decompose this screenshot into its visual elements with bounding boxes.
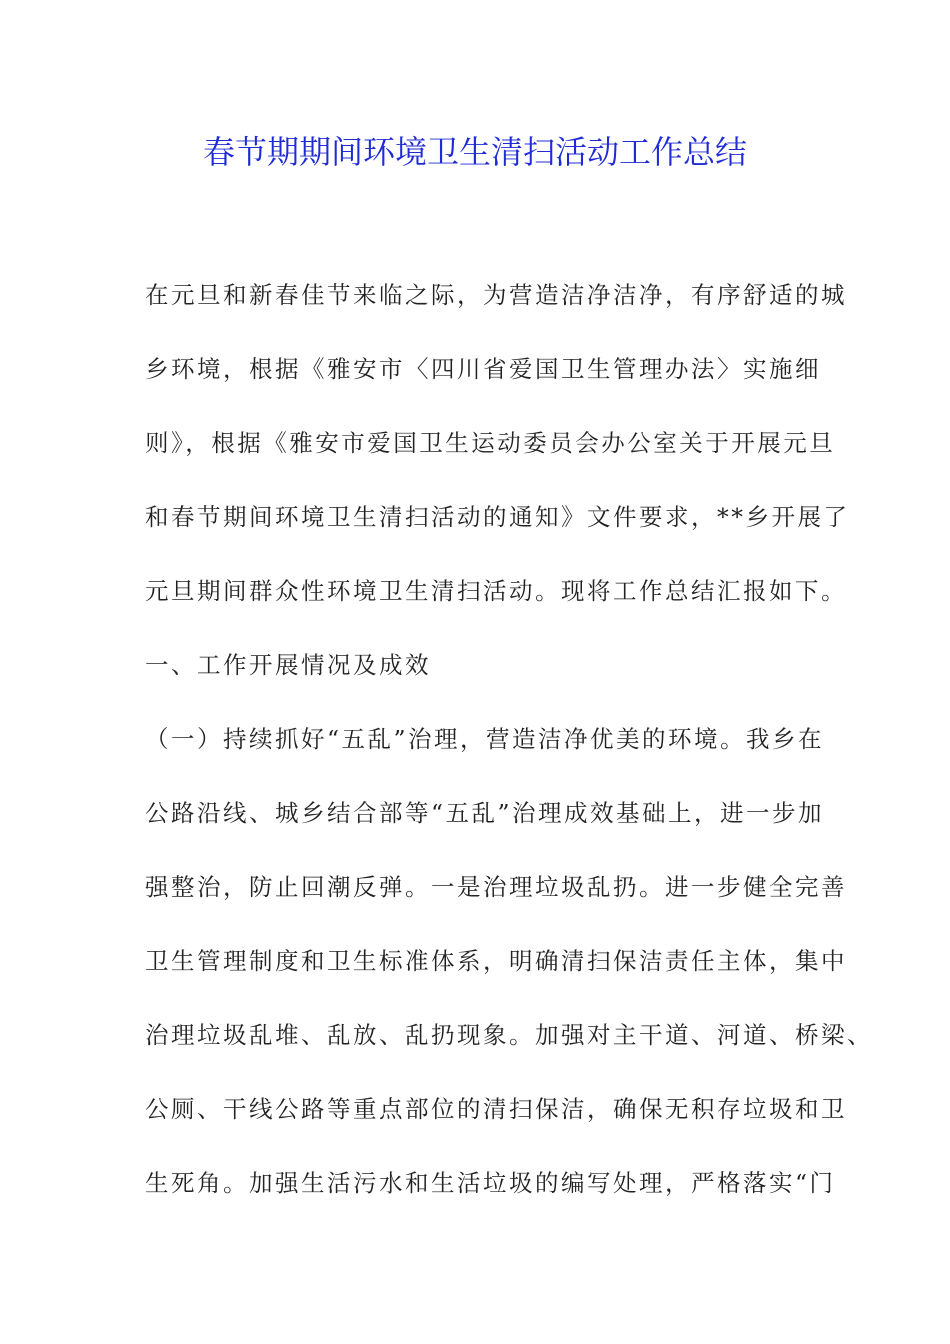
document-body <box>145 258 873 1220</box>
body-line: 乡环境，根据《雅安市〈四川省爱国卫生管理办法〉实施细 <box>145 355 821 383</box>
body-line: 生死角。加强生活污水和生活垃圾的编写处理，严格落实“门 <box>145 1169 836 1197</box>
body-line: （一）持续抓好“五乱”治理，营造洁净优美的环境。我乡在 <box>145 725 825 753</box>
body-line: 元旦期间群众性环境卫生清扫活动。现将工作总结汇报如下。 <box>145 577 847 605</box>
body-line: 在元旦和新春佳节来临之际，为营造洁净洁净，有序舒适的城 <box>145 281 847 309</box>
body-line: 公厕、干线公路等重点部位的清扫保洁，确保无积存垃圾和卫 <box>145 1095 847 1123</box>
body-line: 治理垃圾乱堆、乱放、乱扔现象。加强对主干道、河道、桥梁、 <box>145 1021 873 1049</box>
body-line: 和春节期间环境卫生清扫活动的通知》文件要求，**乡开展了 <box>145 503 850 531</box>
body-line: 卫生管理制度和卫生标准体系，明确清扫保洁责任主体，集中 <box>145 947 847 975</box>
section-heading: 一、工作开展情况及成效 <box>145 651 431 679</box>
body-line: 则》，根据《雅安市爱国卫生运动委员会办公室关于开展元旦 <box>145 429 836 457</box>
body-line: 公路沿线、城乡结合部等“五乱”治理成效基础上，进一步加 <box>145 799 825 827</box>
document-title: 春节期期间环境卫生清扫活动工作总结 <box>202 133 747 171</box>
body-line: 强整治，防止回潮反弹。一是治理垃圾乱扔。进一步健全完善 <box>145 873 847 901</box>
